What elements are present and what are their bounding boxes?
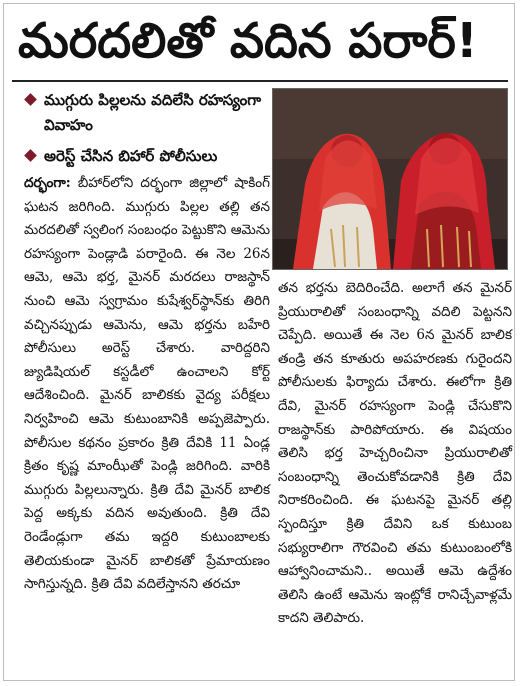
article-body-right: తన భర్తను బెదిరించేది. అలాగే తన మైనర్ ప్రియురాలితో సంబంధాన్ని వదిలి పెట్టనని చెప్పేది. అయితే ఈ నెల 6న మైనర్ బాలిక తండ్రి తన కూతురు అపహరణకు గురైందని పోలీసులకు ఫిర్యాదు చేశారు. ఈలోగా క్రితి దేవి, మైనర్ రహస్యంగా పెండ్లి చేసుకొని రాజస్థాన్‌కు పారిపోయారు. ఈ విషయం తెలిసి భర్త హెచ్చరించినా ప్రియురాలితో సంబంధాన్ని తెంచుకోవడానికి క్రితి దేవి నిరాకరించింది. ఈ ఘటనపై మైనర్ తల్లి స్పందిస్తూ క్రితి దేవిని ఒక కుటుంబ సభ్యురాలిగా గౌరవించి తమ కుటుంబంలోకి ఆహ్వానించామని.. అయితే ఆమె ఉద్దేశం తెలిసి ఉంటే ఆమెను ఇంట్లోకే రానిచ్చేవాళ్లమే కాదని తెలిపారు. xyxy=(278,280,512,627)
article-column-left xyxy=(24,172,270,597)
newlyweds-photo-icon xyxy=(272,88,508,270)
diamond-bullet-icon xyxy=(24,149,37,162)
headline: మరదలితో వదిన పరార్‌! xyxy=(18,13,478,69)
bullet-item xyxy=(24,88,274,138)
photo-illustration xyxy=(273,89,507,269)
bullet-text: ముగ్గురు పిల్లలను వదిలేసి రహస్యంగా వివాహం xyxy=(44,91,262,134)
headline-rule xyxy=(12,80,508,82)
bullet-text: అరెస్ట్ చేసిన బిహార్ పోలీసులు xyxy=(44,147,218,165)
article-dateline: దర్భంగా: xyxy=(24,175,71,191)
article-body-left: బీహార్‌లోని దర్భంగా జిల్లాలో షాకింగ్ ఘటన జరిగింది. ముగ్గురు పిల్లల తల్లి తన మరదలితో స్వలింగ సంబంధం పెట్టుకొని ఆమెను రహస్యంగా పెండ్లాడి పరారైంది. ఈ నెల 26న ఆమె, ఆమె భర్త, మైనర్ మరదలు రాజస్థాన్ నుంచి ఆమె స్వగ్రామం కుషేశ్వర్‌స్థాన్‌కు తిరిగి వచ్చినప్పుడు ఆమెను, ఆమె భర్తను బహేరి పోలీసులు అరెస్ట్ చేశారు. వారిద్దరిని జ్యుడిషియల్ కస్టడీలో ఉంచాలని కోర్ట్ ఆదేశించింది. మైనర్ బాలికకు వైద్య పరీక్షలు నిర్వహించి ఆమె కుటుంబానికి అప్పజెప్పారు. పోలీసుల కథనం ప్రకారం క్రితి దేవికి 11 ఏండ్ల క్రితం కృష్ణ మాంఝీతో పెండ్లి జరిగింది. వారికి ముగ్గురు పిల్లలున్నారు. క్రితి దేవి మైనర్ బాలిక పెద్ద అక్కకు వదిన అవుతుంది. క్రితి దేవి రెండేండ్లుగా తమ ఇద్దరి కుటుంబాలకు తెలియకుండా మైనర్ బాలికతో ప్రేమాయణం సాగిస్తున్నది. క్రితి దేవి వదిలేస్తానని తరచూ xyxy=(24,175,270,593)
diamond-bullet-icon xyxy=(24,93,37,106)
article-column-right xyxy=(278,277,512,631)
bullet-item xyxy=(24,144,274,169)
summary-bullets xyxy=(24,88,274,175)
